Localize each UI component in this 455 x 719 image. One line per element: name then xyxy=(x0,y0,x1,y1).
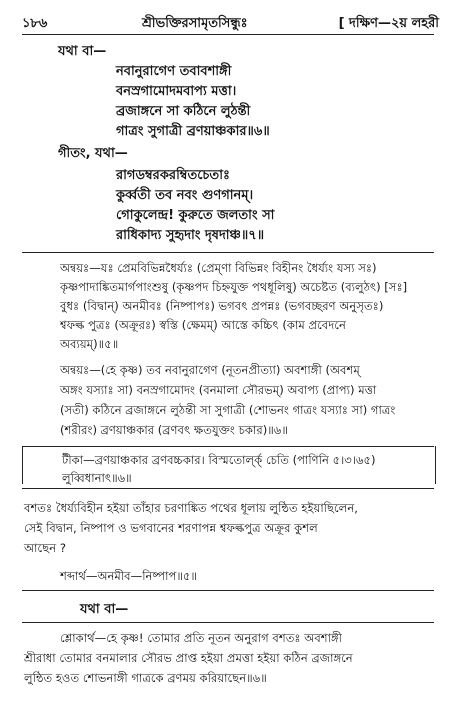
tika-line: টীকা—ব্রণয়াঞ্চকার ব্রণবচ্চকার। বিস্মতোর্ল্ক্‌ চেতি (পাণিনি ৫।৩।৬৫) xyxy=(62,453,376,467)
section-rule xyxy=(22,590,434,591)
verse-line: গোকুলেন্দ্র! কুরুতে জলতাং সা xyxy=(116,208,275,223)
section-rule xyxy=(22,622,434,623)
verse-intro: গীতং, যথা— xyxy=(58,146,128,161)
anvaya-line: অব্যয়ম্)॥৫॥ xyxy=(60,337,119,351)
anvaya-line: অন্বয়ঃ—যঃ প্রেমবিভিন্নধৈর্য্যঃ (প্রেম্ণা বিভিন্নং বিহীনং ধৈর্য্যং যস্য সঃ) xyxy=(60,261,377,275)
tika-bottom-rule xyxy=(22,488,434,489)
verse-line: রাগডম্বরকরম্বিতচেতাঃ xyxy=(116,168,230,183)
verse-intro: যথা বা— xyxy=(58,44,107,59)
shlokartha-line: লুন্ঠিত হওত শোভনাঙ্গী গাত্রকে ব্রণময় করিয়াছেন॥৬॥ xyxy=(24,671,267,685)
page-header xyxy=(22,10,439,32)
tika-line: লুব্বিধানাৎ॥৬॥ xyxy=(62,471,132,485)
anvaya-line: অঙ্গং যস্যাঃ সা) বনস্রগামোদং (বনমালা সৌরভম্) অবাপ্য (প্রাপ্য) মত্তা xyxy=(60,383,377,397)
anvaya-line: শ্বফল্ক পুত্রঃ (অক্রূরঃ) স্বস্তি (ক্ষেমম্) আস্তে কচ্চিৎ (কাম প্রবেদনে xyxy=(60,318,346,332)
anvaya-line: (সতী) কঠিনে ব্রজাঙ্গনে লুঠন্তী সা সুগাত্রী (শোভনং গাত্রং যস্যাঃ সা) গাত্রং xyxy=(60,403,396,417)
book-title: শ্রীভক্তিরসামৃতসিন্ধুঃ xyxy=(142,16,248,31)
shabdartha: শব্দার্থ—অনমীব—নিষ্পাপ॥৫॥ xyxy=(60,569,197,583)
anvaya-line: (শরীরং) ব্রণয়াঞ্চকার (ব্রণবৎ ক্ষতযুক্তং চকার)॥৬॥ xyxy=(60,423,288,437)
translation-line: সেই বিদ্বান, নিষ্পাপ ও ভগবানের শরণাপন্ন শ্বফল্কপুত্র অক্রূর কুশল xyxy=(24,521,318,535)
translation-line: আছেন ? xyxy=(24,541,66,555)
verse-line: ব্রজাঙ্গনে সা কঠিনে লুঠন্তী xyxy=(116,104,251,119)
verse-line: কুর্ব্বতী তব নবং গুণগানম্। xyxy=(116,188,254,203)
shlokartha-line: শ্রীরাধা তোমার বনমালার সৌরভ প্রাপ্ত হইয়া প্রমত্তা হইয়া কঠিন ব্রজাঙ্গনে xyxy=(24,651,353,665)
translation-line: বশতঃ ধৈর্য্যবিহীন হইয়া তাঁহার চরণাঙ্কিত পথের ধূলায় লুন্ঠিত হইয়াছিলেন, xyxy=(24,501,358,515)
verse-line: বনস্রগামোদমবাপ্য মত্তা। xyxy=(116,84,237,99)
anvaya-line: অন্বয়ঃ—(হে কৃষ্ণ) তব নবানুরাগেণ (নূতনপ্রীত্যা) অবশাঙ্গী (অবশম্ xyxy=(60,363,360,377)
shlokartha-line: শ্লোকার্থ—হে কৃষ্ণ! তোমার প্রতি নূতন অনুরাগ বশতঃ অবশাঙ্গী xyxy=(60,631,342,645)
verse-line: নবানুরাগেণ তবাবশাঙ্গী xyxy=(116,64,232,79)
section-label: [ দক্ষিণ—২য় লহরী xyxy=(338,16,439,31)
example-intro: যথা বা— xyxy=(80,602,129,617)
section-rule xyxy=(22,252,434,253)
verse-line: গাত্রং সুগাত্রী ব্রণয়াঞ্চকার॥৬॥ xyxy=(116,124,270,139)
verse-line: রাধিকাদ্য সুহৃদাং দৃষদাঞ্চ॥৭॥ xyxy=(116,228,265,243)
anvaya-line: কৃষ্ণপাদাঙ্কিতমার্গপাংশুষু (কৃষ্ণপদ চিহ্নযুক্ত পথধূলিষু) অচেষ্টত (ব্যলুঠৎ) [সঃ] xyxy=(60,280,408,294)
anvaya-line: বুধঃ (বিদ্বান্) অনমীবঃ (নিষ্পাপঃ) ভগবৎ প্রপন্নঃ (ভগবচ্ছরণ অনুসৃতঃ) xyxy=(60,299,384,313)
page-number: ১৮৬ xyxy=(22,16,48,31)
header-rule xyxy=(22,34,434,35)
